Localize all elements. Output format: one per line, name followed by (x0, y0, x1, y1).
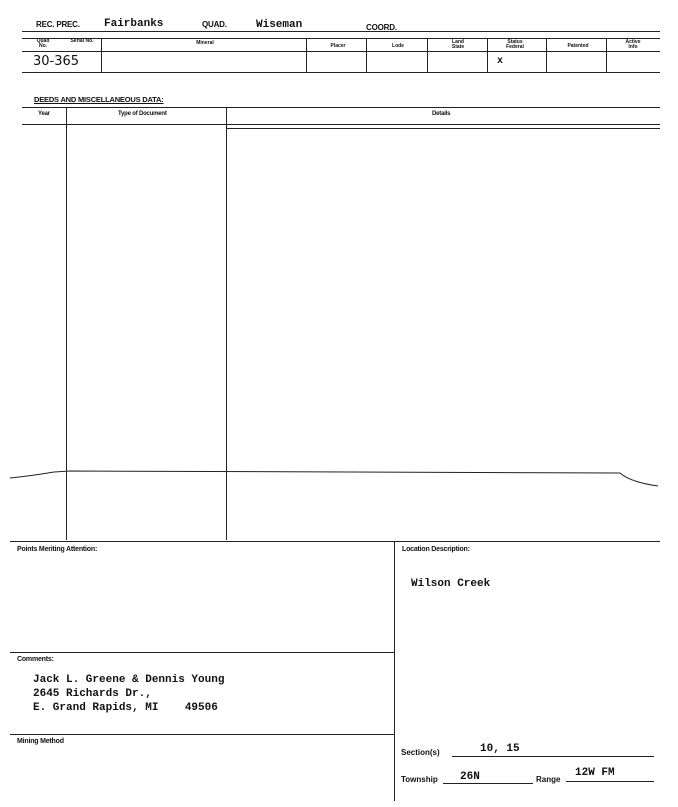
claim-col-divider (546, 38, 547, 72)
location-value: Wilson Creek (411, 578, 491, 590)
quad-label: QUAD. (202, 20, 227, 29)
claim-col-divider (366, 38, 367, 72)
location-label: Location Description: (402, 546, 470, 553)
deeds-table-header-line (22, 124, 660, 125)
claim-col-divider (427, 38, 428, 72)
section-value: 10, 15 (480, 743, 520, 755)
col-details: Details (432, 111, 451, 117)
col-type-of-document: Type of Document (118, 111, 167, 117)
quad-serial-number: 30-365 (33, 54, 80, 69)
header-underline (22, 31, 660, 32)
col-serial-no: Serial No. (70, 38, 94, 44)
col-status-federal: Status Federal (506, 39, 524, 50)
rec-prec-label: REC. PREC. (36, 20, 80, 29)
lower-section-top-line (10, 541, 660, 542)
deeds-table-top-line (22, 107, 660, 108)
claim-col-divider (606, 38, 607, 72)
range-underline (566, 781, 654, 782)
page-fold-line (10, 462, 660, 492)
claim-table-header-line (22, 51, 660, 52)
lower-section-divider (394, 541, 395, 801)
claim-col-divider (487, 38, 488, 72)
mining-method-label: Mining Method (17, 738, 64, 745)
comments-line-3: E. Grand Rapids, MI 49506 (33, 702, 218, 714)
range-value: 12W FM (575, 767, 615, 779)
township-label: Township (401, 775, 438, 784)
col-quad-no: Quad No. (36, 38, 50, 49)
township-value: 26N (460, 771, 480, 783)
claim-col-divider (306, 38, 307, 72)
rec-prec-value: Fairbanks (104, 18, 164, 30)
col-active-info: Active Info (625, 39, 641, 50)
section-label: Section(s) (401, 748, 440, 757)
col-placer: Placer (330, 43, 346, 49)
mining-top-line (10, 734, 394, 735)
col-year: Year (38, 111, 50, 117)
comments-line-1: Jack L. Greene & Dennis Young (33, 674, 225, 686)
col-land-state: Land State (451, 39, 465, 50)
comments-top-line (10, 652, 394, 653)
status-federal-mark: x (497, 56, 504, 67)
col-patented: Patented (567, 43, 589, 49)
deeds-title: DEEDS AND MISCELLANEOUS DATA: (34, 95, 164, 104)
col-mineral: Mineral (196, 40, 214, 46)
deeds-table-header-line-2 (227, 128, 660, 129)
comments-line-2: 2645 Richards Dr., (33, 688, 152, 700)
col-lode: Lode (392, 43, 404, 49)
range-label: Range (536, 775, 561, 784)
quad-value: Wiseman (256, 19, 303, 31)
coord-label: COORD. (366, 23, 397, 32)
comments-label: Comments: (17, 656, 54, 663)
township-underline (443, 783, 533, 784)
points-label: Points Meriting Attention: (17, 546, 98, 553)
section-underline (452, 756, 654, 757)
claim-col-divider (101, 38, 102, 72)
claim-table-bottom-line (22, 72, 660, 73)
claim-table-top-line (22, 38, 660, 39)
